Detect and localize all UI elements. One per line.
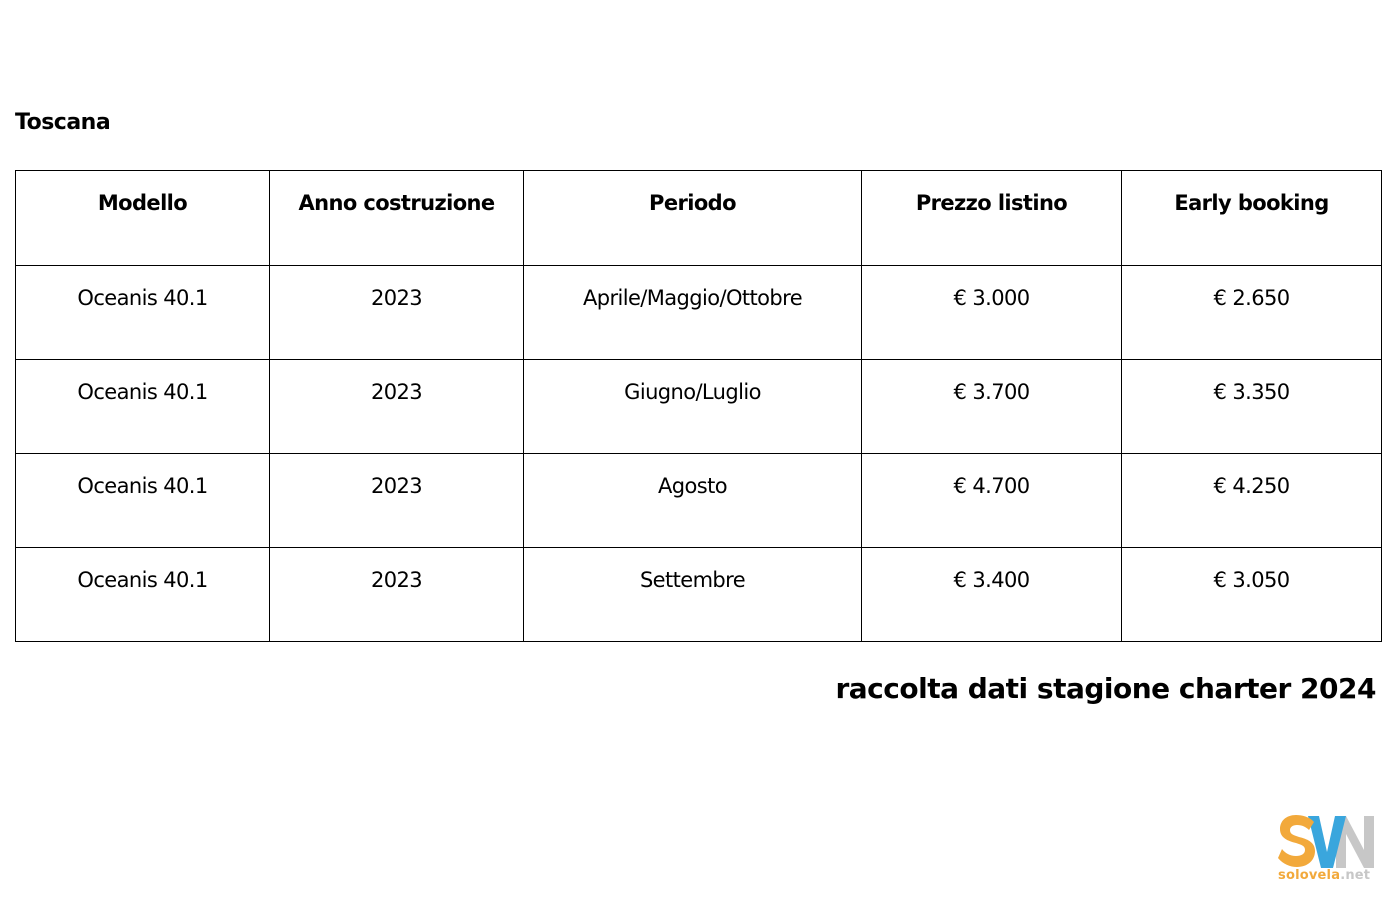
table-row [16,548,1382,642]
header-anno-costruzione: Anno costruzione [270,171,524,266]
cell-anno: 2023 [270,454,524,548]
cell-early-booking: € 2.650 [1122,266,1382,360]
cell-early-booking: € 3.050 [1122,548,1382,642]
table-header-row [16,171,1382,266]
cell-anno: 2023 [270,266,524,360]
cell-modello: Oceanis 40.1 [16,548,270,642]
cell-periodo: Aprile/Maggio/Ottobre [524,266,862,360]
cell-anno: 2023 [270,548,524,642]
cell-early-booking: € 3.350 [1122,360,1382,454]
cell-periodo: Agosto [524,454,862,548]
cell-periodo: Settembre [524,548,862,642]
cell-modello: Oceanis 40.1 [16,360,270,454]
header-modello: Modello [16,171,270,266]
cell-prezzo-listino: € 3.700 [862,360,1122,454]
header-prezzo-listino: Prezzo listino [862,171,1122,266]
cell-prezzo-listino: € 4.700 [862,454,1122,548]
cell-prezzo-listino: € 3.000 [862,266,1122,360]
cell-anno: 2023 [270,360,524,454]
svn-logo-mark-icon [1278,812,1378,870]
region-title: Toscana [15,110,111,135]
header-early-booking: Early booking [1122,171,1382,266]
solovela-logo [1278,812,1378,884]
header-periodo: Periodo [524,171,862,266]
cell-modello: Oceanis 40.1 [16,266,270,360]
cell-modello: Oceanis 40.1 [16,454,270,548]
table-row [16,454,1382,548]
cell-early-booking: € 4.250 [1122,454,1382,548]
table-row [16,360,1382,454]
cell-periodo: Giugno/Luglio [524,360,862,454]
table-row [16,266,1382,360]
solovela-wordmark: solovela.net [1278,868,1371,883]
cell-prezzo-listino: € 3.400 [862,548,1122,642]
footer-note: raccolta dati stagione charter 2024 [835,672,1376,705]
charter-price-table [15,170,1382,642]
